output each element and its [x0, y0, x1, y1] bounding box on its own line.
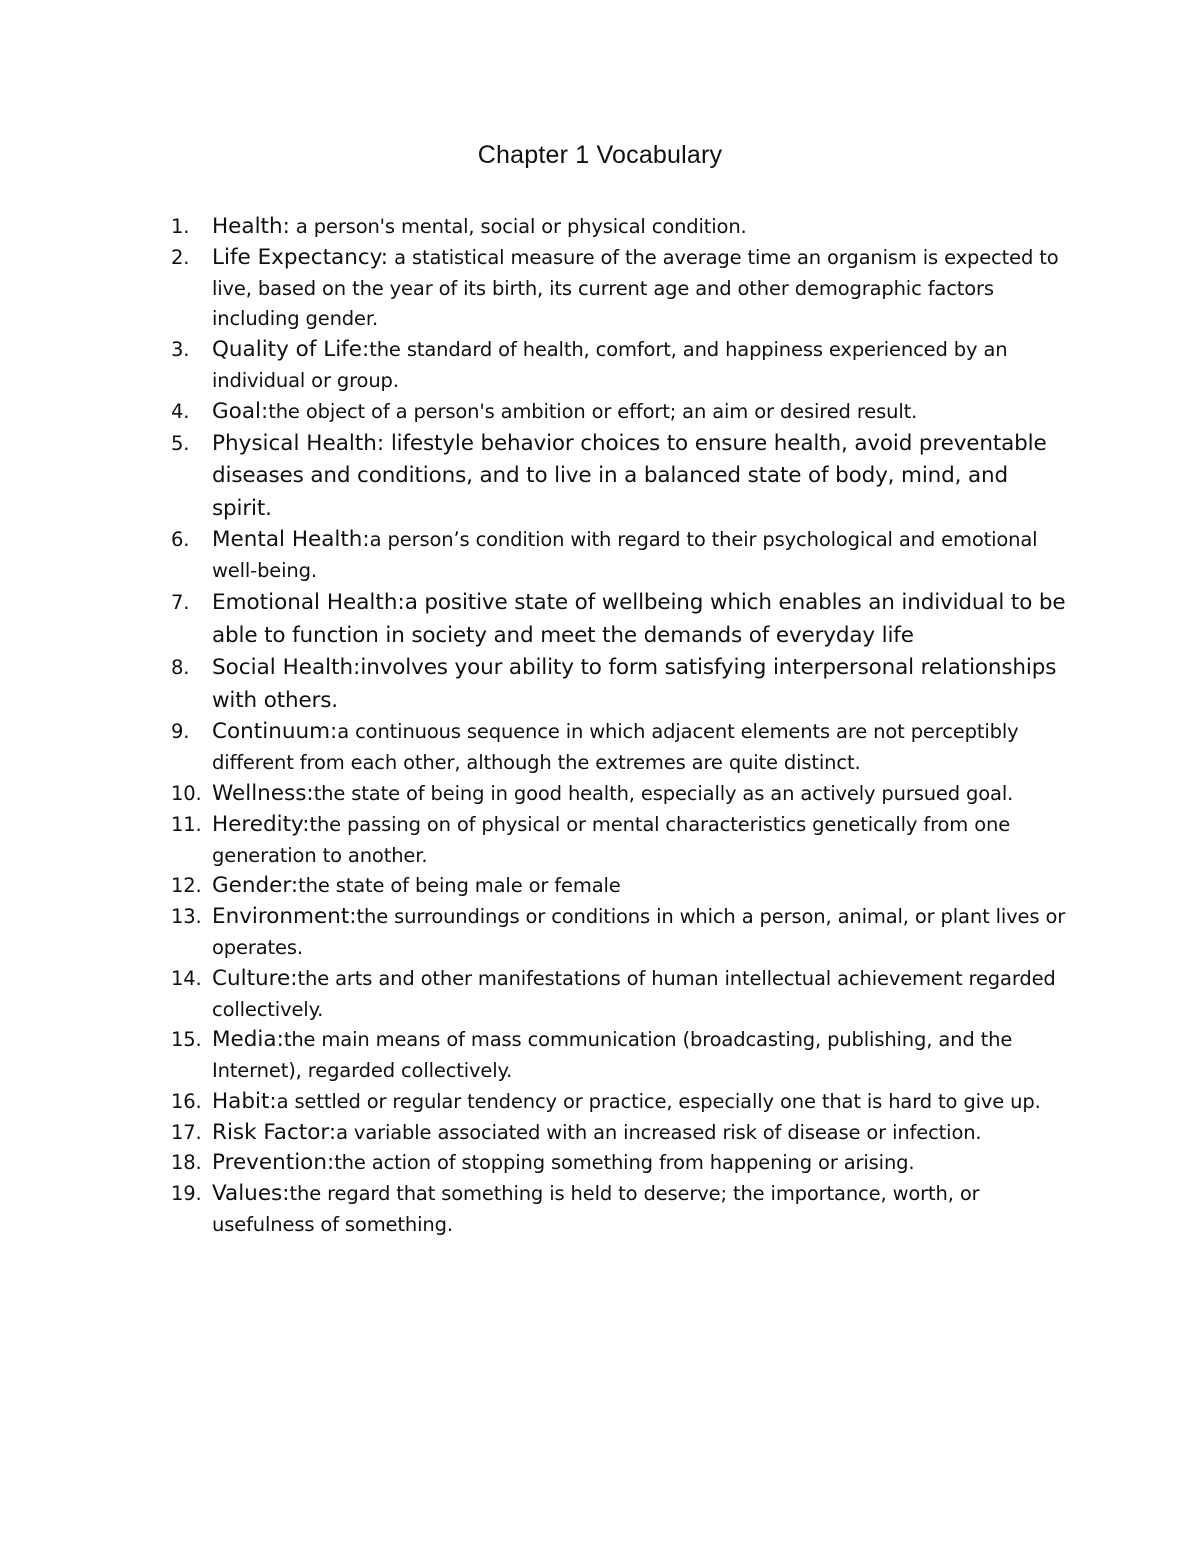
list-item — [171, 779, 1072, 810]
item-number: 18. — [171, 1151, 202, 1175]
vocab-definition: the surroundings or conditions in which a person, animal, or plant lives or operates. — [212, 905, 1066, 959]
vocab-definition: a person's mental, social or physical condition. — [289, 215, 747, 238]
vocab-definition: a settled or regular tendency or practice, especially one that is hard to give up. — [276, 1089, 1041, 1113]
vocab-definition: a continuous sequence in which adjacent elements are not perceptibly different from each other, although the extremes are quite distinct. — [212, 720, 1019, 775]
vocab-term: Values: — [212, 1181, 290, 1207]
item-number: 14. — [171, 966, 202, 990]
list-item — [171, 397, 1072, 428]
list-item — [171, 871, 1072, 902]
item-number: 16. — [171, 1089, 202, 1113]
item-number: 1. — [171, 215, 190, 238]
vocab-term: Gender: — [212, 873, 299, 899]
page-title: Chapter 1 Vocabulary — [477, 141, 723, 169]
vocab-term: Habit: — [212, 1088, 277, 1114]
vocab-term: Quality of Life: — [212, 337, 370, 363]
list-item — [171, 1118, 1072, 1149]
vocab-definition: the passing on of physical or mental characteristics genetically from one generation to another. — [212, 812, 1011, 867]
list-item — [171, 525, 1072, 587]
item-number: 9. — [171, 720, 190, 744]
item-number: 13. — [171, 905, 202, 929]
vocab-term: Life Expectancy: — [212, 244, 389, 270]
vocab-term: Goal: — [212, 398, 269, 424]
item-number: 12. — [171, 874, 202, 898]
vocab-term: Health: — [212, 214, 290, 239]
item-number: 4. — [171, 399, 190, 423]
vocab-definition: a variable associated with an increased risk of disease or infection. — [336, 1120, 982, 1144]
vocab-term: Risk Factor: — [212, 1119, 337, 1145]
vocab-term: Culture: — [212, 965, 298, 991]
list-item — [171, 335, 1072, 397]
list-item — [171, 587, 1072, 652]
vocab-term: Social Health: — [212, 655, 361, 681]
vocab-definition: involves your ability to form satisfying interpersonal relationships with others. — [212, 655, 1057, 713]
vocab-definition: the action of stopping something from happening or arising. — [334, 1151, 915, 1175]
vocab-term: Heredity: — [212, 811, 310, 837]
list-item — [171, 652, 1072, 717]
list-item — [171, 243, 1072, 335]
vocab-definition: the object of a person's ambition or effort; an aim or desired result. — [268, 399, 918, 423]
item-number: 2. — [171, 245, 190, 269]
vocab-definition: lifestyle behavior choices to ensure health, avoid preventable diseases and conditions, and to live in a balanced state of body, mind, and spirit. — [212, 430, 1047, 521]
vocabulary-list — [171, 212, 1072, 1241]
item-number: 6. — [171, 528, 190, 552]
item-number: 19. — [171, 1182, 202, 1206]
vocab-definition: the regard that something is held to deserve; the importance, worth, or usefulness of something. — [212, 1182, 980, 1237]
vocab-definition: a positive state of wellbeing which enables an individual to be able to function in society and meet the demands of everyday life — [212, 589, 1066, 648]
vocab-term: Emotional Health: — [212, 589, 405, 615]
vocab-term: Physical Health: — [212, 430, 385, 456]
list-item — [171, 428, 1072, 526]
item-number: 3. — [171, 338, 190, 362]
item-number: 8. — [171, 656, 190, 680]
list-item — [171, 212, 1072, 243]
list-item — [171, 1148, 1072, 1179]
item-number: 10. — [171, 781, 202, 805]
vocab-definition: the state of being male or female — [298, 874, 621, 898]
vocab-definition: the main means of mass communication (broadcasting, publishing, and the Internet), regarded collectively. — [212, 1028, 1013, 1083]
vocab-term: Media: — [212, 1027, 284, 1053]
list-item — [171, 1025, 1072, 1087]
vocab-definition: a statistical measure of the average time an organism is expected to live, based on the year of its birth, its current age and other demographic factors including gender. — [212, 245, 1059, 331]
list-item — [171, 717, 1072, 779]
vocab-definition: the arts and other manifestations of human intellectual achievement regarded collectively. — [212, 966, 1056, 1021]
list-item — [171, 964, 1072, 1026]
vocab-term: Environment: — [212, 904, 357, 930]
item-number: 15. — [171, 1028, 202, 1052]
item-number: 11. — [171, 812, 202, 836]
item-number: 5. — [171, 431, 190, 455]
item-number: 17. — [171, 1120, 202, 1144]
vocab-term: Mental Health: — [212, 527, 370, 553]
list-item — [171, 1179, 1072, 1241]
vocab-definition: the standard of health, comfort, and happiness experienced by an individual or group. — [212, 338, 1008, 392]
vocab-term: Prevention: — [212, 1150, 335, 1176]
list-item — [171, 902, 1072, 964]
list-item — [171, 1087, 1072, 1118]
vocab-term: Continuum: — [212, 719, 338, 745]
list-item — [171, 810, 1072, 872]
vocab-definition: a person’s condition with regard to their psychological and emotional well-being. — [212, 528, 1038, 583]
vocab-term: Wellness: — [212, 780, 314, 806]
vocab-definition: the state of being in good health, especially as an actively pursued goal. — [313, 781, 1014, 805]
item-number: 7. — [171, 590, 190, 614]
